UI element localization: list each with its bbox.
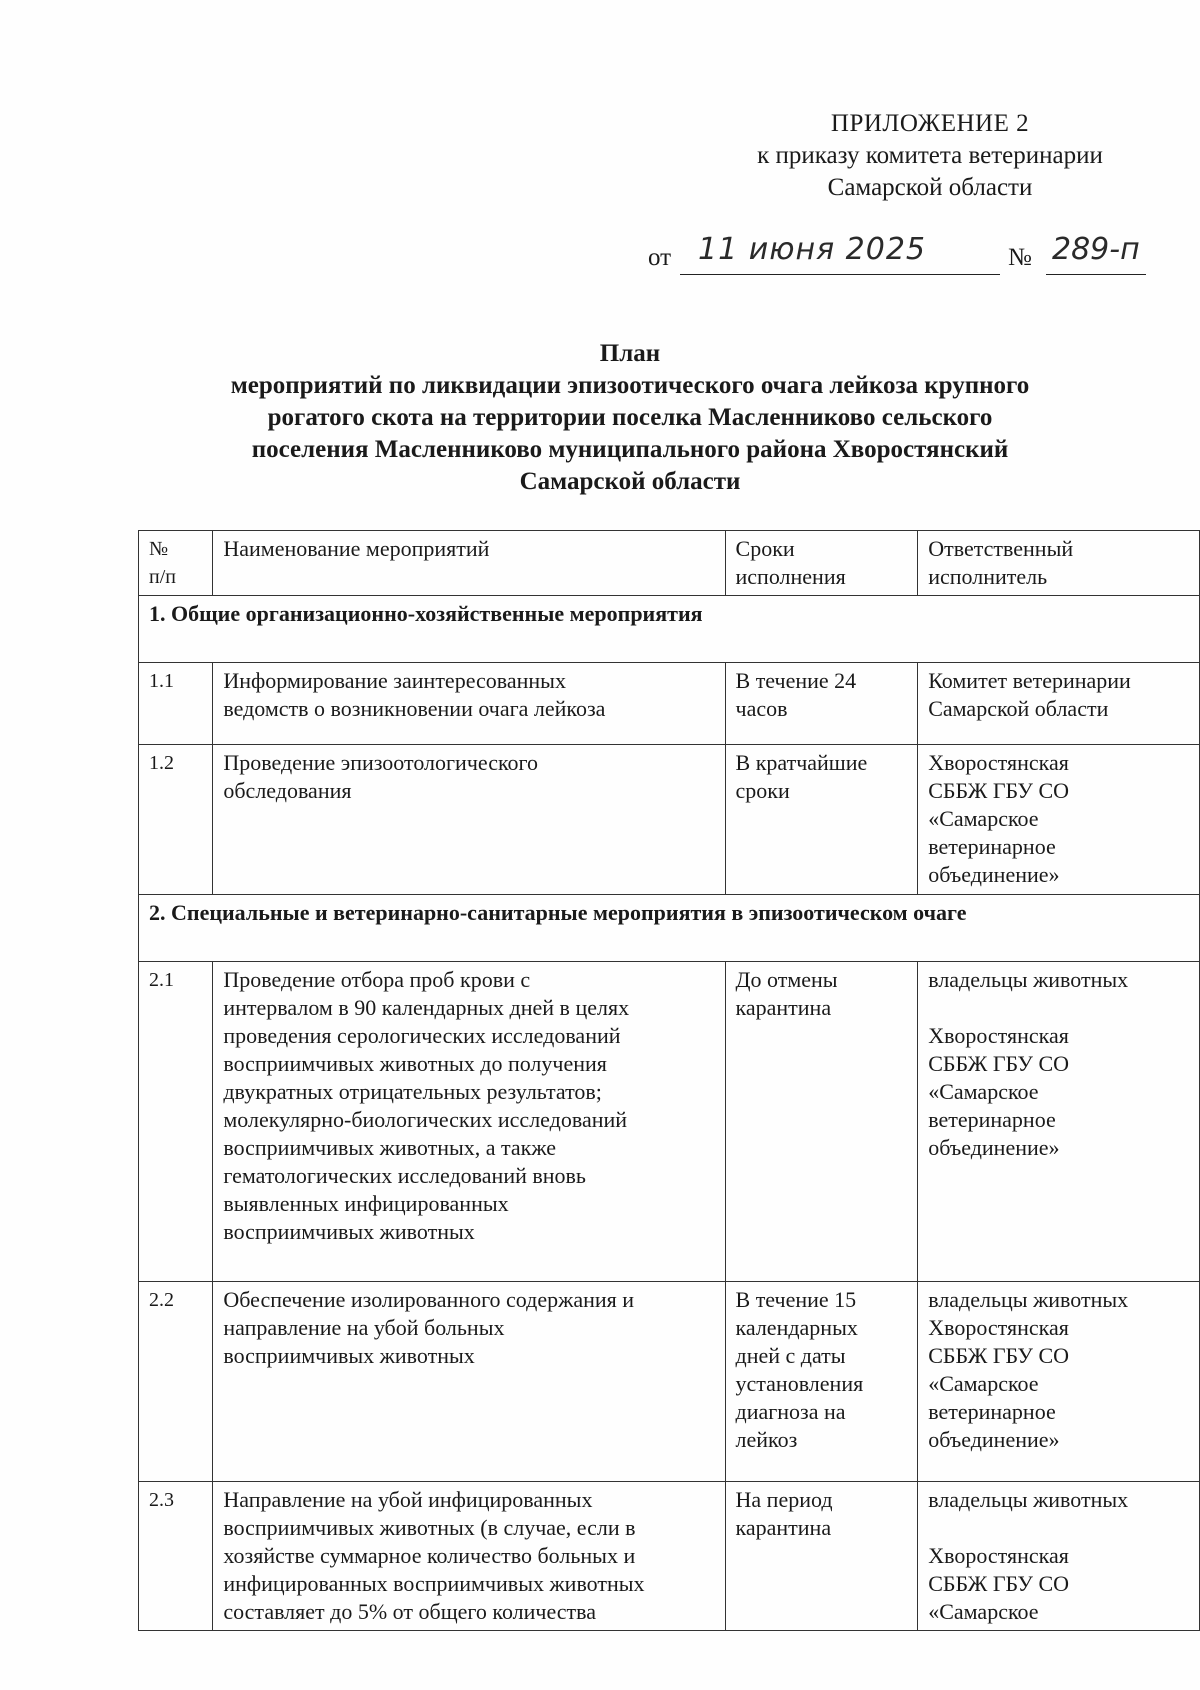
- plan-title-line: мероприятий по ликвидации эпизоотического очага лейкоза крупного: [230, 372, 1030, 399]
- section-title: 1. Общие организационно-хозяйственные мероприятия: [139, 596, 1200, 663]
- row-responsible: Хворостянская СББЖ ГБУ СО «Самарское ветеринарное объединение»: [918, 745, 1200, 895]
- table-row: [139, 1282, 1200, 1482]
- table-header-row: [139, 531, 1200, 596]
- row-term: В течение 15 календарных дней с даты установления диагноза на лейкоз: [725, 1282, 918, 1482]
- header-no: № п/п: [139, 531, 213, 596]
- plan-title-line: поселения Масленниково муниципального района Хворостянский: [251, 436, 1009, 463]
- row-responsible: Комитет ветеринарии Самарской области: [918, 663, 1200, 745]
- table-row: [139, 745, 1200, 895]
- plan-title-line: рогатого скота на территории поселка Масленниково сельского: [267, 404, 993, 431]
- handwritten-date: 11 июня 2025: [698, 232, 927, 267]
- row-term: До отмены карантина: [725, 962, 918, 1282]
- table-row: [139, 663, 1200, 745]
- row-term: На период карантина: [725, 1482, 918, 1631]
- row-name: Обеспечение изолированного содержания и направление на убой больных восприимчивых животных: [213, 1282, 725, 1482]
- number-prefix: №: [1008, 244, 1032, 271]
- section-row: [139, 596, 1200, 663]
- header-term: Сроки исполнения: [725, 531, 918, 596]
- row-no: 1.1: [139, 663, 213, 745]
- header-name: Наименование мероприятий: [213, 531, 725, 596]
- row-no: 2.1: [139, 962, 213, 1282]
- row-responsible: владельцы животных Хворостянская СББЖ ГБУ СО «Самарское ветеринарное объединение»: [918, 962, 1200, 1282]
- plan-title: [150, 338, 1110, 498]
- appendix-line-order: к приказу комитета ветеринарии: [757, 142, 1103, 169]
- order-date-number: [648, 232, 1148, 278]
- appendix-line-region: Самарской области: [827, 174, 1033, 201]
- row-term: В течение 24 часов: [725, 663, 918, 745]
- row-term: В кратчайшие сроки: [725, 745, 918, 895]
- row-responsible: владельцы животных Хворостянская СББЖ ГБУ СО «Самарское: [918, 1482, 1200, 1631]
- number-underline: [1046, 274, 1146, 275]
- row-no: 2.3: [139, 1482, 213, 1631]
- date-prefix: от: [648, 244, 672, 271]
- table-row: [139, 1482, 1200, 1631]
- date-underline: [680, 274, 1000, 275]
- row-responsible: владельцы животных Хворостянская СББЖ ГБУ СО «Самарское ветеринарное объединение»: [918, 1282, 1200, 1482]
- row-no: 1.2: [139, 745, 213, 895]
- row-no: 2.2: [139, 1282, 213, 1482]
- appendix-title: ПРИЛОЖЕНИЕ 2: [830, 110, 1030, 137]
- row-name: Проведение отбора проб крови с интервалом в 90 календарных дней в целях проведения серологических исследований восприимчивых животных до получения двукратных отрицательных результатов; молекулярно-биологических исследований восприимчивых животных, а также гематологических исследований вновь выявленных инфицированных восприимчивых животных: [213, 962, 725, 1282]
- plan-title-line: План: [599, 340, 661, 367]
- row-name: Проведение эпизоотологического обследования: [213, 745, 725, 895]
- plan-title-line: Самарской области: [519, 468, 741, 495]
- measures-table: [138, 530, 1200, 1631]
- appendix-block: [700, 108, 1160, 204]
- row-name: Информирование заинтересованных ведомств о возникновении очага лейкоза: [213, 663, 725, 745]
- table-row: [139, 962, 1200, 1282]
- section-title: 2. Специальные и ветеринарно-санитарные мероприятия в эпизоотическом очаге: [139, 895, 1200, 962]
- row-name: Направление на убой инфицированных восприимчивых животных (в случае, если в хозяйстве суммарное количество больных и инфицированных восприимчивых животных составляет до 5% от общего количества: [213, 1482, 725, 1631]
- section-row: [139, 895, 1200, 962]
- header-responsible: Ответственный исполнитель: [918, 531, 1200, 596]
- handwritten-number: 289-п: [1052, 232, 1140, 267]
